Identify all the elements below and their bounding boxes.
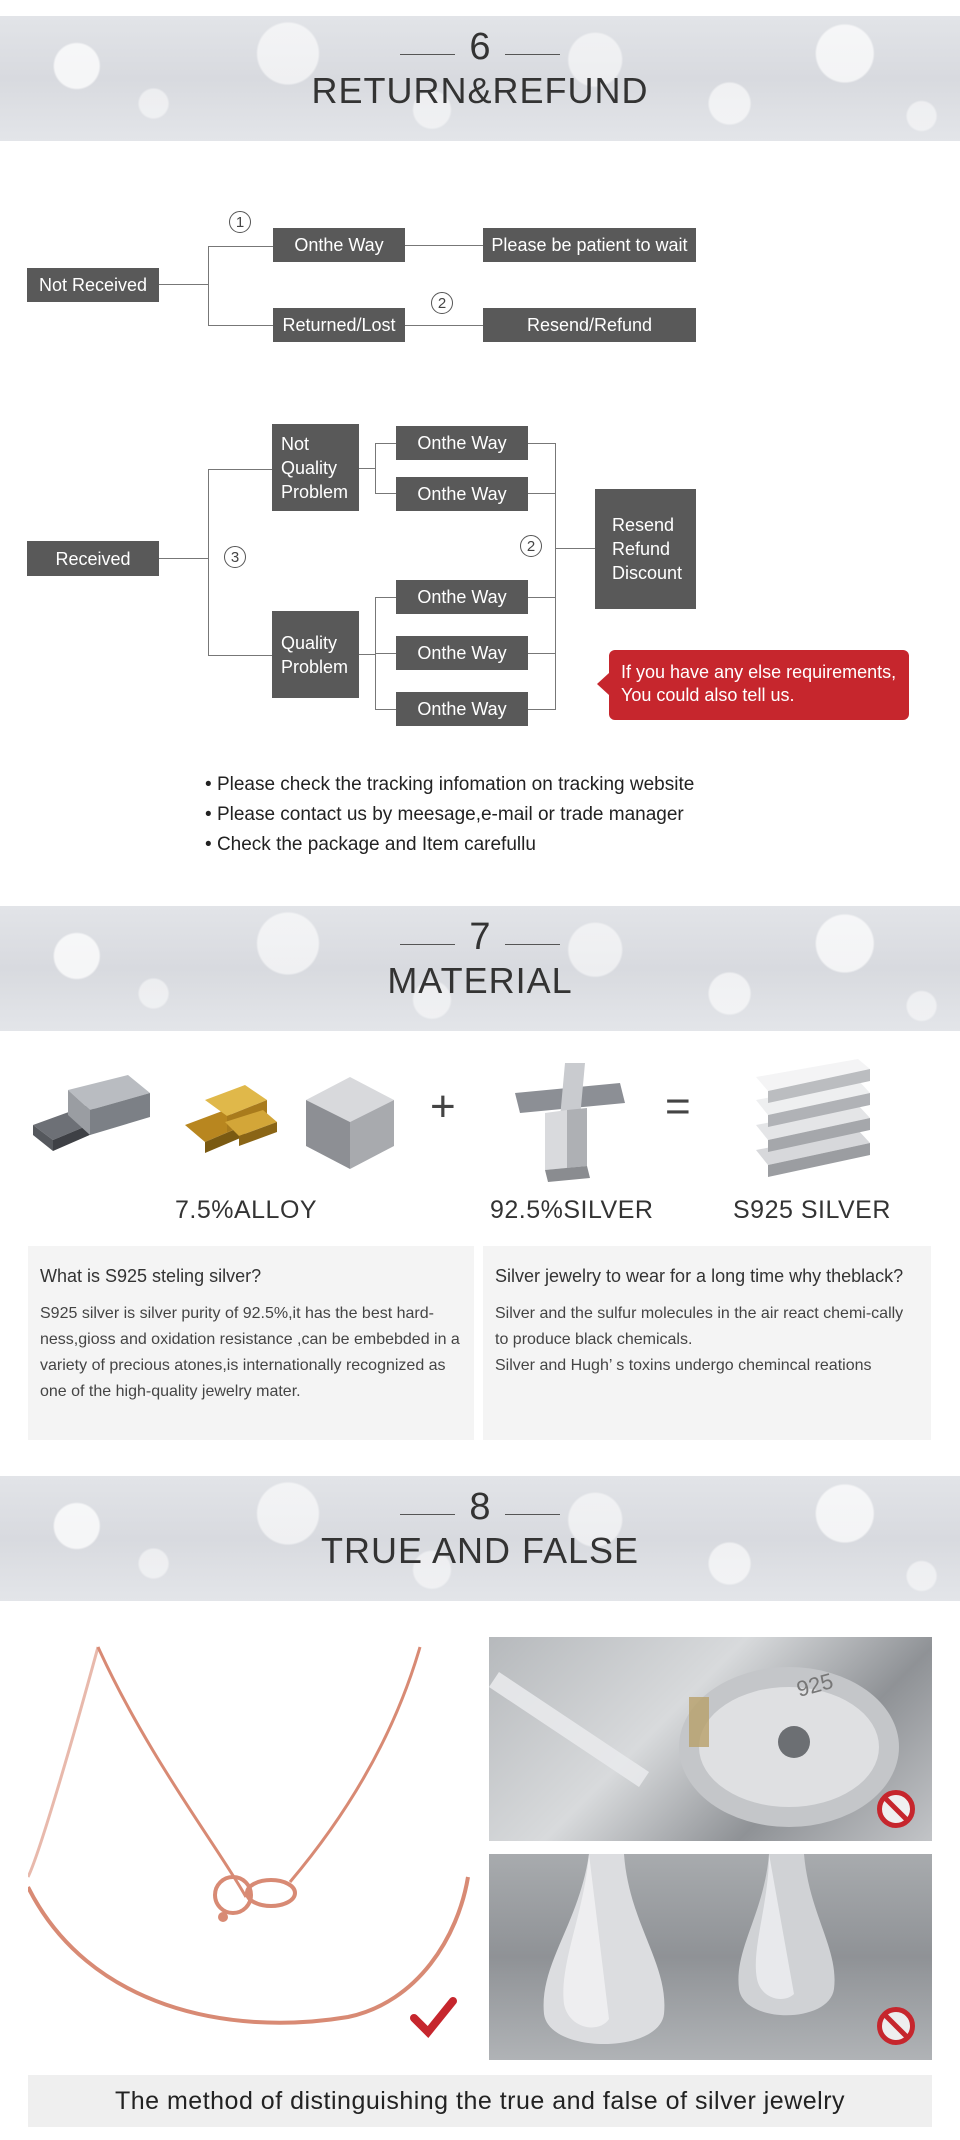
step-2-marker-received: 2 xyxy=(520,535,542,557)
banner-rule-right xyxy=(505,1514,560,1515)
node-on-the-way: Onthe Way xyxy=(273,228,405,262)
node-please-wait: Please be patient to wait xyxy=(483,228,696,262)
requirements-callout xyxy=(597,650,909,720)
node-branch-4: Onthe Way xyxy=(396,636,528,670)
card-answer: Silver and Hugh’ s toxins undergo chemincal reations xyxy=(495,1357,872,1374)
gold-bars-image xyxy=(175,1070,285,1160)
s925-ingots-image xyxy=(748,1055,878,1185)
step-1-marker: 1 xyxy=(229,211,251,233)
section-number: 7 xyxy=(469,916,491,958)
fake-silver-photo-2 xyxy=(489,1854,932,2060)
node-quality-problem: Quality Problem xyxy=(272,611,359,698)
info-card-what-is-s925 xyxy=(28,1246,474,1440)
banner-rule-right xyxy=(505,944,560,945)
tips-list xyxy=(205,770,694,860)
step-3-marker: 3 xyxy=(224,546,246,568)
callout-text: If you have any else requirements, You could also tell us. xyxy=(609,650,909,720)
info-card-why-black xyxy=(483,1246,931,1440)
callout-pointer xyxy=(597,673,609,695)
section-banner-7 xyxy=(0,906,960,1031)
node-resend-refund: Resend/Refund xyxy=(483,308,696,342)
section-title: TRUE AND FALSE xyxy=(320,1530,640,1571)
node-resend-refund-discount: Resend Refund Discount xyxy=(595,489,696,609)
necklace-photo xyxy=(28,1637,470,2059)
section-banner-6 xyxy=(0,16,960,141)
alloy-bars-image xyxy=(28,1065,156,1155)
banner-rule-right xyxy=(505,54,560,55)
section-title: RETURN&REFUND xyxy=(311,70,649,111)
node-branch-2: Onthe Way xyxy=(396,477,528,511)
check-mark-icon xyxy=(414,2001,453,2032)
node-branch-5: Onthe Way xyxy=(396,692,528,726)
prohibited-icon xyxy=(877,1790,915,1828)
true-false-caption: The method of distinguishing the true and false of silver jewelry xyxy=(28,2075,932,2127)
node-received: Received xyxy=(27,541,159,576)
section-title: MATERIAL xyxy=(387,960,573,1001)
tip-item: • Check the package and Item carefullu xyxy=(205,830,694,860)
fake-silver-photo-1 xyxy=(489,1637,932,1841)
metal-cube-image xyxy=(302,1072,398,1172)
label-silver: 92.5%SILVER xyxy=(490,1196,654,1224)
label-alloy: 7.5%ALLOY xyxy=(175,1196,318,1224)
node-branch-3: Onthe Way xyxy=(396,580,528,614)
card-question: What is S925 steling silver? xyxy=(40,1266,262,1286)
equals-sign: = xyxy=(665,1082,691,1131)
card-answer: S925 silver is silver purity of 92.5%,it has the best hard-ness,gioss and oxidation resistance ,can be embebded in a variety of precious atones,is internationally recognized as one of the high-quality jewelry mater. xyxy=(40,1305,460,1400)
section-number: 6 xyxy=(469,26,491,68)
node-branch-1: Onthe Way xyxy=(396,426,528,460)
label-s925: S925 SILVER xyxy=(733,1196,891,1224)
section-banner-8 xyxy=(0,1476,960,1601)
node-not-received: Not Received xyxy=(27,268,159,302)
section-number: 8 xyxy=(469,1486,491,1528)
silver-bars-image xyxy=(505,1058,635,1188)
node-returned-lost: Returned/Lost xyxy=(273,308,405,342)
tip-item: • Please contact us by meesage,e-mail or trade manager xyxy=(205,800,694,830)
prohibited-icon xyxy=(877,2007,915,2045)
step-2-marker: 2 xyxy=(431,292,453,314)
tip-item: • Please check the tracking infomation on tracking website xyxy=(205,770,694,800)
stamp-925: 925 xyxy=(793,1668,836,1702)
card-question: Silver jewelry to wear for a long time why theblack? xyxy=(495,1266,904,1286)
node-not-quality-problem: Not Quality Problem xyxy=(272,424,359,511)
plus-sign: + xyxy=(430,1082,456,1131)
card-answer: Silver and the sulfur molecules in the air react chemi-cally to produce black chemicals. xyxy=(495,1305,904,1348)
